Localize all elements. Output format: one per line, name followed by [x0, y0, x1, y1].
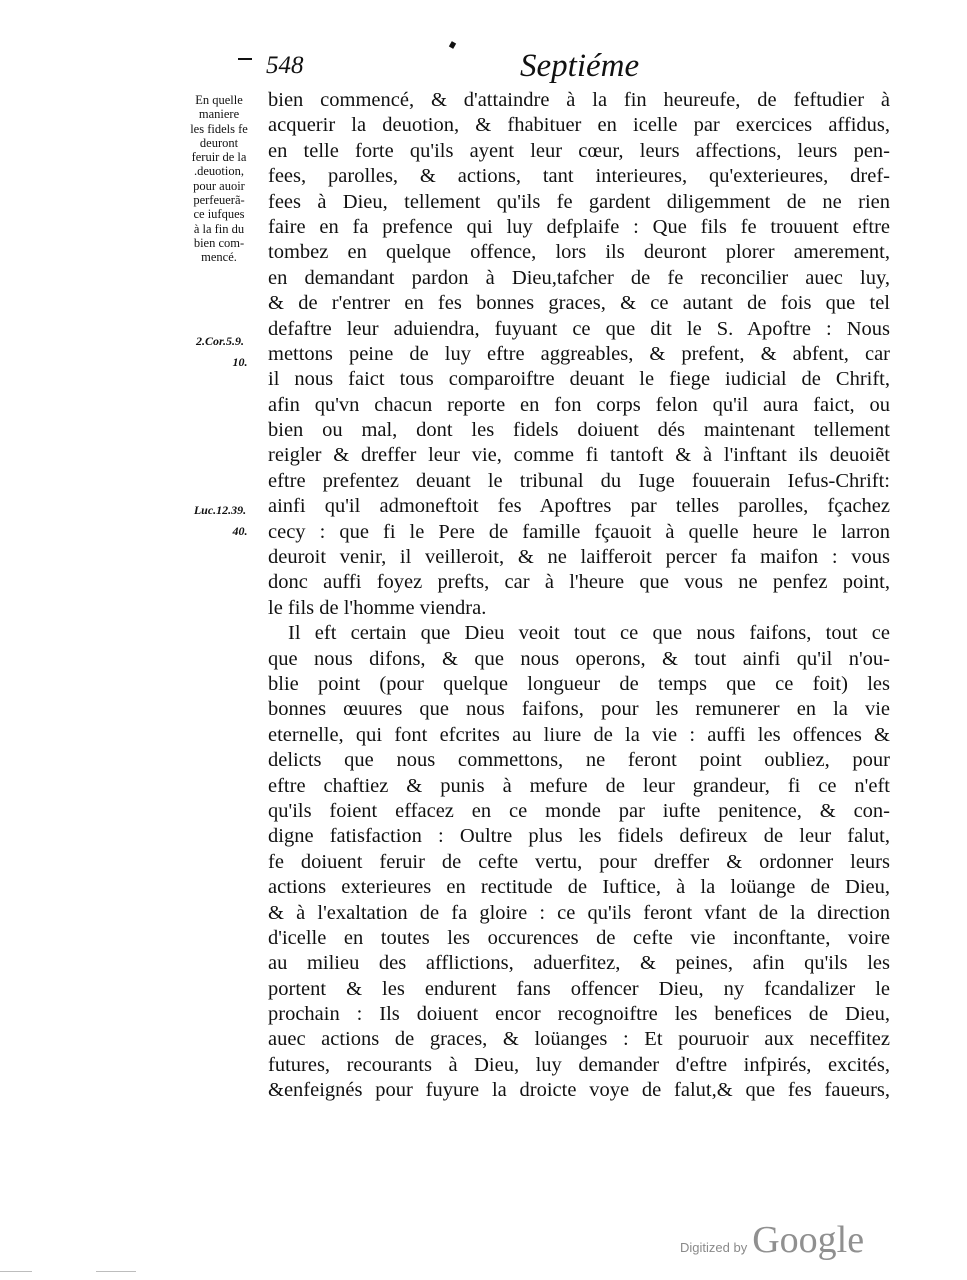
- text-line: &enfeignés pour fuyure la droicte voye de falut,& que fes faueurs,: [268, 1079, 890, 1102]
- sidenote-line: ce iufques: [193, 207, 245, 222]
- watermark-brand: Google: [752, 1219, 865, 1261]
- sidenote-line: les fidels fe: [190, 121, 248, 136]
- text-line: fe doiuent feruir de cefte vertu, pour dreffer & ordonner leurs: [268, 850, 890, 873]
- text-line: prochain : Ils doiuent encor recognoiftre les benefices de Dieu,: [268, 1003, 890, 1026]
- reference-line: 40.: [232, 524, 248, 538]
- text-line: en telle forte qu'ils ayent leur cœur, leurs affections, leurs pen-: [268, 139, 890, 162]
- running-title: Septiéme: [520, 48, 640, 84]
- text-line: qu'ils foient effacez en ce monde par iufte penitence, & con-: [268, 799, 890, 822]
- text-line: que nous difons, & que nous operons, & tout ainfi qu'il n'ou-: [268, 647, 890, 670]
- dash-mark: [238, 58, 252, 60]
- text-line: mettons peine de luy eftre aggreables, & prefent, & abfent, car: [268, 342, 890, 365]
- text-line: bien commencé, & d'attaindre à la fin heureufe, de feftudier à: [268, 89, 890, 111]
- sidenote: [178, 93, 260, 265]
- text-line: Il eft certain que Dieu veoit tout ce que nous faifons, tout ce: [288, 622, 890, 645]
- text-line: acquerir la deuotion, & fhabituer en icelle par exercices affidus,: [268, 114, 890, 137]
- text-line: en demandant pardon à Dieu,tafcher de fe reconcilier auec luy,: [268, 266, 890, 289]
- scan-edge-rule: [96, 1271, 136, 1272]
- text-line: eternelle, qui font efcrites au liure de la vie : auffi les offences &: [268, 723, 890, 746]
- reference-line: 2.Cor.5.9.: [195, 334, 244, 348]
- text-line: bonnes œuures que nous faifons, pour les remunerer en la vie: [268, 698, 890, 721]
- text-line: eftre chaftiez & punis à mefure de leur grandeur, fi ce n'eft: [268, 774, 890, 797]
- text-line: reigler & dreffer leur vie, comme fi tantoft & à l'inftant ils deuoiẽt: [268, 444, 890, 467]
- sidenote-line: bien com-: [193, 235, 245, 250]
- text-line: deuroit venir, il veilleroit, & ne laifferoit percer fa maifon : vous: [268, 546, 890, 569]
- text-line: donc auffi foyez prefts, car à l'heure que vous ne penfez point,: [268, 571, 890, 594]
- text-line: auec actions de graces, & loüanges : Et pouruoir aux neceffitez: [268, 1028, 890, 1051]
- scan-edge-rule: [0, 1271, 32, 1272]
- text-line: d'icelle en toutes les occurences de cefte vie inconftante, voire: [268, 926, 890, 949]
- sidenote-line: maniere: [198, 107, 240, 122]
- text-line: delicts que nous commettons, ne feront point oubliez, pour: [268, 749, 890, 772]
- text-line: il nous faict tous comparoiftre deuant le fiege iudicial de Chrift,: [268, 368, 890, 391]
- text-line: & de r'entrer en fes bonnes graces, & ce autant de fois que tel: [268, 292, 890, 315]
- text-line: futures, recourants à Dieu, luy demander d'eftre infpirés, excités,: [268, 1053, 890, 1076]
- sidenote-line: deuront: [199, 135, 239, 150]
- text-line: afin qu'vn chacun reporte en fon corps felon qu'il aura faict, ou: [268, 393, 890, 416]
- sidenote-line: pour auoir: [193, 178, 245, 193]
- text-line: fees, parolles, & actions, tant interieures, qu'exterieures, dref-: [268, 165, 890, 188]
- text-line: ainfi qu'il admoneftoit fes Apoftres par telles parolles, fçachez: [268, 495, 890, 518]
- reference-line: 10.: [232, 355, 248, 369]
- sidenote-line: perfeuerã-: [193, 193, 245, 208]
- sidenote-line: feruir de la: [191, 150, 247, 165]
- reference-line: Luc.12.39.: [193, 503, 247, 517]
- text-line: le fils de l'homme viendra.: [268, 596, 487, 619]
- sidenote-line: à la fin du: [193, 221, 245, 236]
- text-line: faire en fa prefence qui luy defplaife : Que fils fe trouuent eftre: [268, 215, 890, 238]
- text-line: portent & les endurent fans offencer Dieu, ny fcandalizer le: [268, 977, 890, 1000]
- body-text: [268, 88, 890, 1104]
- text-line: bien ou mal, dont les fidels doiuent dés maintenant tellement: [268, 419, 890, 442]
- text-line: blie point (pour quelque longueur de temps que ce foit) les: [268, 672, 890, 695]
- sidenote-line: .deuotion,: [194, 164, 244, 179]
- page-number: 548: [266, 52, 304, 79]
- reference-note: [176, 500, 264, 542]
- sidenote-line: En quelle: [195, 93, 243, 107]
- text-line: au milieu des afflictions, aduerfitez, & peines, afin qu'ils les: [268, 952, 890, 975]
- text-line: & à l'exaltation de fa gloire : ce qu'ils feront vfant de la direction: [268, 901, 890, 924]
- watermark-prefix: Digitized by: [680, 1240, 748, 1255]
- text-line: eftre prefentez deuant le tribunal du Iuge fouuerain Iefus-Chrift:: [268, 469, 890, 492]
- text-line: defaftre leur aduiendra, fuyuant ce que dit le S. Apoftre : Nous: [268, 317, 890, 340]
- text-line: cecy : que fi le Pere de famille fçauoit à quelle heure le larron: [268, 520, 890, 543]
- text-line: digne fatisfaction : Oultre plus les fidels defireux de leur falut,: [268, 825, 890, 848]
- watermark: [680, 1218, 864, 1262]
- sidenote-line: mencé.: [201, 250, 237, 265]
- text-line: tombez en quelque offence, lors ils deuront plorer amerement,: [268, 241, 890, 264]
- text-line: fees à Dieu, tellement qu'ils fe gardent diligemment de ne rien: [268, 190, 890, 213]
- reference-note: [176, 331, 264, 373]
- text-line: actions exterieures en rectitude de Iuftice, à la loüange de Dieu,: [268, 876, 890, 899]
- ink-dot: [449, 41, 456, 49]
